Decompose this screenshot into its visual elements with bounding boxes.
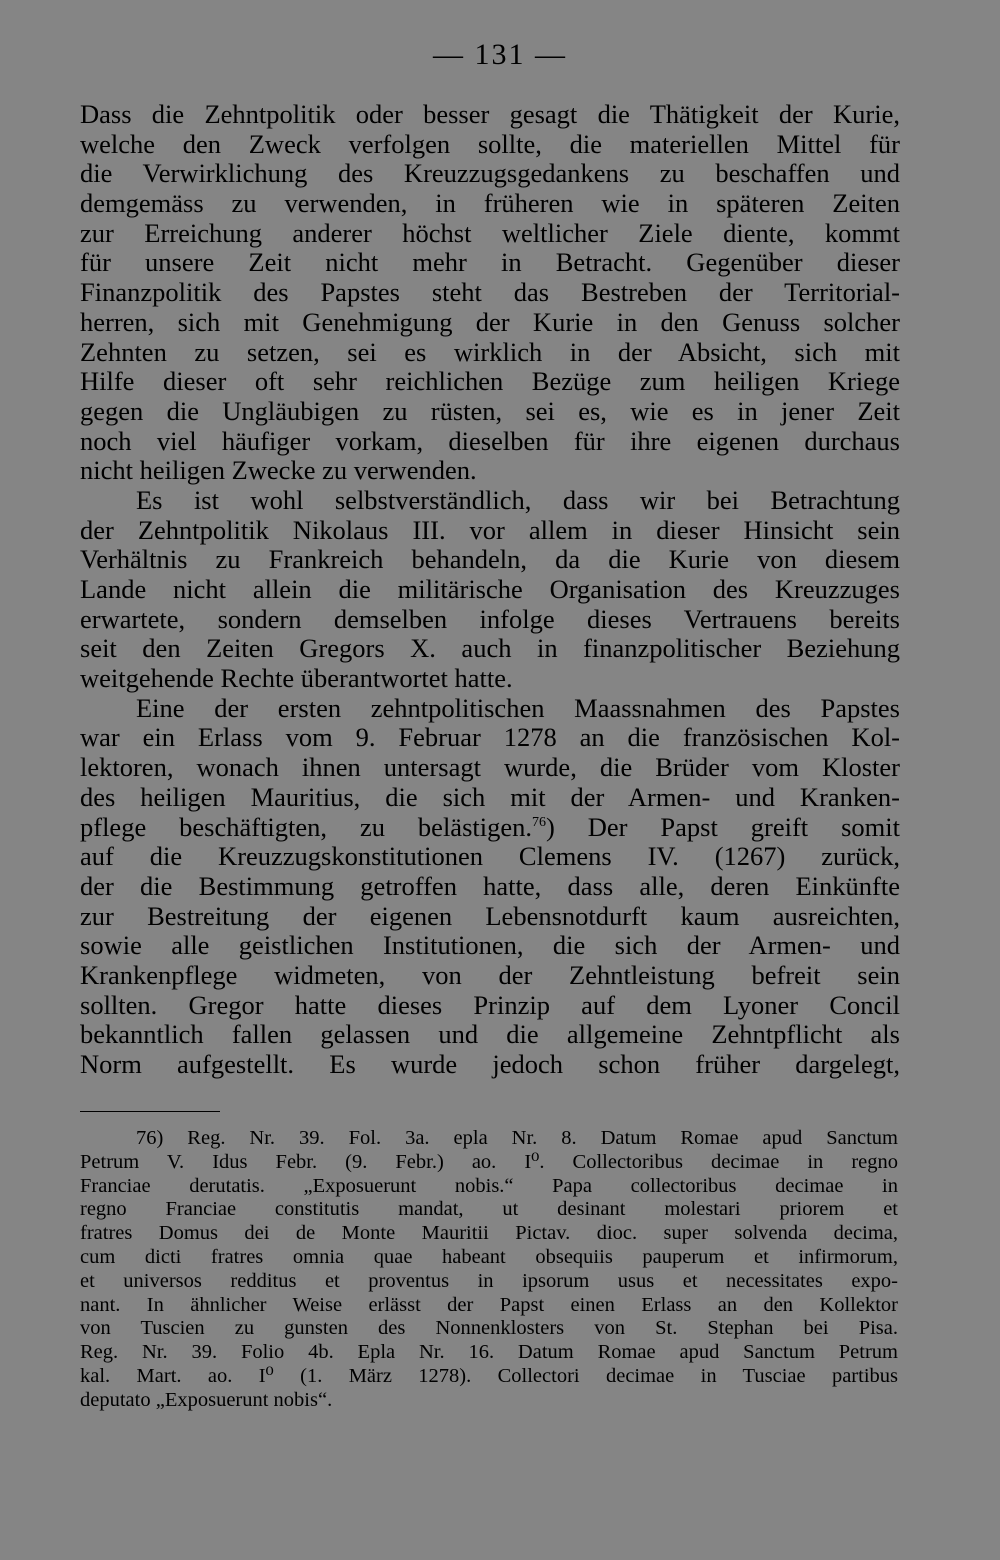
text-line: die Verwirklichung des Kreuzzugsgedankens zu beschaffen und bbox=[80, 159, 900, 189]
footnote-line: Franciae derutatis. „Exposuerunt nobis.“ Papa collectoribus decimae in bbox=[80, 1174, 898, 1197]
text-line: Lande nicht allein die militärische Organisation des Kreuzzuges bbox=[80, 575, 900, 604]
text-line: Verhältnis zu Frankreich behandeln, da die Kurie von diesem bbox=[80, 545, 900, 575]
page-number: — 131 — bbox=[433, 38, 567, 71]
text-line: nicht heiligen Zwecke zu verwenden. bbox=[80, 456, 477, 486]
footnote-line: deputato „Exposuerunt nobis“. bbox=[80, 1388, 333, 1411]
footnote-line: nant. In ähnlicher Weise erlässt der Papst einen Erlass an den Kollektor bbox=[80, 1293, 898, 1316]
text-line: bekanntlich fallen gelassen und die allgemeine Zehntpflicht als bbox=[80, 1020, 900, 1050]
text-line: seit den Zeiten Gregors X. auch in finanzpolitischer Beziehung bbox=[80, 634, 900, 664]
text-line: zur Erreichung anderer höchst weltlicher Ziele diente, kommt bbox=[80, 218, 900, 248]
text-line: sowie alle geistlichen Institutionen, die sich der Armen- und bbox=[80, 931, 900, 961]
text-line: war ein Erlass vom 9. Februar 1278 an die französischen Kol- bbox=[80, 723, 900, 753]
text-line: der Zehntpolitik Nikolaus III. vor allem in dieser Hinsicht sein bbox=[80, 515, 900, 545]
text-line: des heiligen Mauritius, die sich mit der Armen- und Kranken- bbox=[80, 782, 900, 812]
text-line-with-note-reference bbox=[80, 813, 900, 843]
text-line: Finanzpolitik des Papstes steht das Bestreben der Territorial- bbox=[80, 278, 900, 308]
text-line: Hilfe dieser oft sehr reichlichen Bezüge zum heiligen Kriege bbox=[80, 367, 900, 397]
text-line: Eine der ersten zehntpolitischen Maassnahmen des Papstes bbox=[136, 693, 900, 723]
footnote-line: Reg. Nr. 39. Folio 4b. Epla Nr. 16. Datum Romae apud Sanctum Petrum bbox=[80, 1341, 898, 1364]
text-line: Norm aufgestellt. Es wurde jedoch schon früher dargelegt, bbox=[80, 1050, 900, 1079]
footnote-line: 76) Reg. Nr. 39. Fol. 3a. epla Nr. 8. Datum Romae apud Sanctum bbox=[136, 1127, 898, 1149]
text-line: zur Bestreitung der eigenen Lebensnotdurft kaum ausreichten, bbox=[80, 901, 900, 931]
text-line: gegen die Ungläubigen zu rüsten, sei es, wie es in jener Zeit bbox=[80, 396, 900, 426]
body-text bbox=[80, 100, 900, 1080]
footnote-line: regno Franciae constitutis mandat, ut desinant molestari priorem et bbox=[80, 1198, 898, 1221]
text-line: Krankenpflege widmeten, von der Zehntleistung befreit sein bbox=[80, 960, 900, 990]
footnote-divider bbox=[80, 1111, 220, 1112]
footnote-line: et universos redditus et proventus in ipsorum usus et necessitates expo- bbox=[80, 1269, 898, 1292]
text-line: der die Bestimmung getroffen hatte, dass alle, deren Einkünfte bbox=[80, 871, 900, 901]
text-line: herren, sich mit Genehmigung der Kurie in den Genuss solcher bbox=[80, 307, 900, 337]
footnote-line: kal. Mart. ao. I⁰ (1. März 1278). Collectori decimae in Tusciae partibus bbox=[80, 1364, 898, 1387]
text-line: Es ist wohl selbstverständlich, dass wir bei Betrachtung bbox=[136, 485, 900, 515]
footnotes bbox=[80, 1127, 898, 1413]
footnote-line: fratres Domus dei de Monte Mauritii Pictav. dioc. super solvenda decima, bbox=[80, 1222, 898, 1245]
text-line: welche den Zweck verfolgen sollte, die materiellen Mittel für bbox=[80, 129, 900, 159]
text-line: für unsere Zeit nicht mehr in Betracht. Gegenüber dieser bbox=[80, 248, 900, 278]
text-line: Dass die Zehntpolitik oder besser gesagt die Thätigkeit der Kurie, bbox=[80, 100, 900, 129]
text-segment: pflege beschäftigten, zu belästigen. bbox=[80, 812, 532, 842]
text-line: sollten. Gregor hatte dieses Prinzip auf dem Lyoner Concil bbox=[80, 990, 900, 1020]
footnote-line: von Tuscien zu gunsten des Nonnenklosters von St. Stephan bei Pisa. bbox=[80, 1317, 898, 1340]
text-line: noch viel häufiger vorkam, dieselben für ihre eigenen durchaus bbox=[80, 426, 900, 456]
text-segment: ) Der Papst greift somit bbox=[546, 812, 900, 842]
text-line: erwartete, sondern demselben infolge dieses Vertrauens bereits bbox=[80, 604, 900, 634]
text-line: weitgehende Rechte überantwortet hatte. bbox=[80, 664, 513, 694]
text-line: Zehnten zu setzen, sei es wirklich in der Absicht, sich mit bbox=[80, 337, 900, 367]
text-line: lektoren, wonach ihnen untersagt wurde, die Brüder vom Kloster bbox=[80, 753, 900, 783]
footnote-line: cum dicti fratres omnia quae habeant obsequiis pauperum et infirmorum, bbox=[80, 1245, 898, 1268]
footnote-line: Petrum V. Idus Febr. (9. Febr.) ao. I⁰. Collectoribus decimae in regno bbox=[80, 1150, 898, 1173]
footnote-reference: 76 bbox=[532, 814, 546, 830]
text-line: demgemäss zu verwenden, in früheren wie in späteren Zeiten bbox=[80, 189, 900, 219]
text-line: auf die Kreuzzugskonstitutionen Clemens IV. (1267) zurück, bbox=[80, 842, 900, 872]
